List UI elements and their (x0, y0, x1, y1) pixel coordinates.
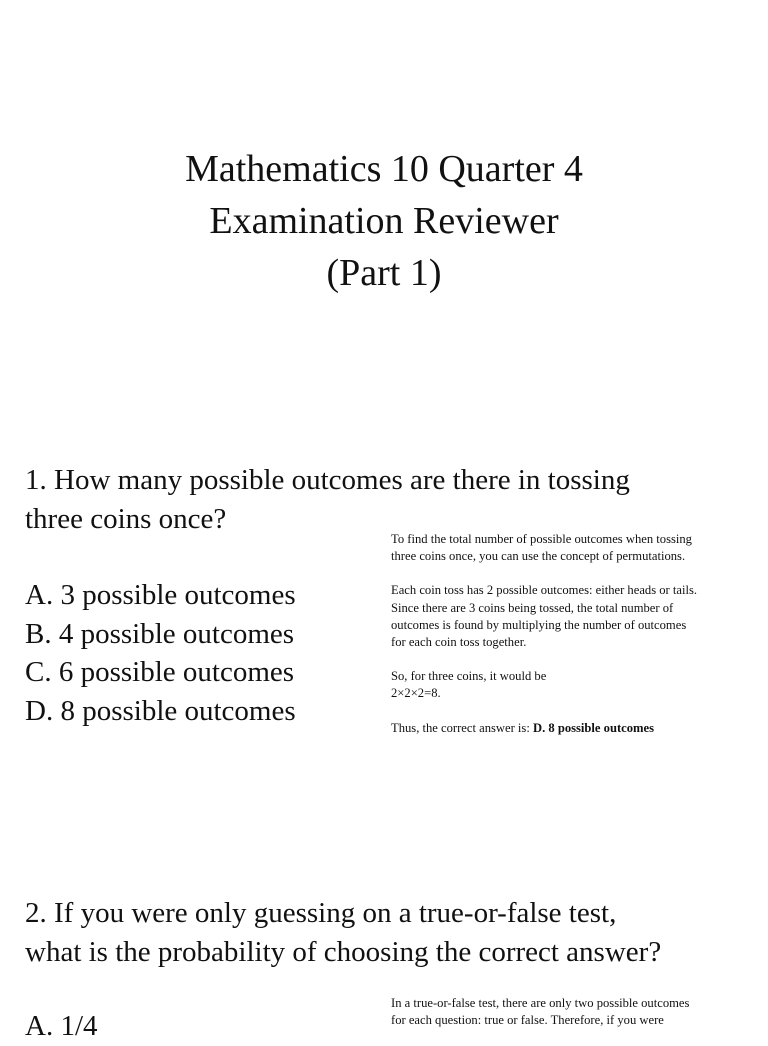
document-title (0, 143, 768, 299)
question-1 (25, 461, 745, 539)
explanation-line: three coins once, you can use the concept of permutations. (391, 549, 686, 564)
question-2-line-1: 2. If you were only guessing on a true-or-false test, (25, 897, 617, 929)
explanation-line: Each coin toss has 2 possible outcomes: either heads or tails. (391, 583, 698, 598)
explanation-line: 2×2×2=8. (391, 686, 441, 701)
choice-a: A. 3 possible outcomes (25, 579, 296, 611)
question-2-choices (25, 1007, 98, 1046)
choice-b: B. 4 possible outcomes (25, 617, 295, 650)
title-line-1: Mathematics 10 Quarter 4 (185, 148, 583, 190)
question-1-explanation (391, 531, 751, 737)
explanation-line: for each coin toss together. (391, 635, 527, 650)
question-2 (25, 894, 745, 972)
question-1-line-1: 1. How many possible outcomes are there in tossing (25, 464, 630, 496)
question-2-line-2: what is the probability of choosing the correct answer? (25, 936, 662, 968)
answer-bold: D. 8 possible outcomes (532, 720, 655, 735)
title-line-3: (Part 1) (326, 252, 442, 294)
paragraph-gap (391, 703, 751, 720)
question-2-explanation (391, 995, 751, 1029)
answer-prefix: Thus, the correct answer is: (391, 720, 533, 735)
question-1-choices (25, 576, 296, 730)
question-1-line-2: three coins once? (25, 503, 227, 535)
title-line-2: Examination Reviewer (209, 200, 559, 242)
paragraph-gap (391, 565, 751, 582)
explanation-line: So, for three coins, it would be (391, 669, 547, 684)
paragraph-gap (391, 651, 751, 668)
explanation-line: outcomes is found by multiplying the number of outcomes (391, 617, 687, 632)
explanation-line: To find the total number of possible outcomes when tossing (391, 532, 692, 546)
explanation-line: In a true-or-false test, there are only two possible outcomes (391, 996, 690, 1010)
explanation-line: Since there are 3 coins being tossed, the total number of (391, 600, 674, 615)
answer-line (391, 720, 751, 737)
choice-a: A. 1/4 (25, 1010, 98, 1042)
choice-c: C. 6 possible outcomes (25, 656, 295, 688)
choice-d: D. 8 possible outcomes (25, 694, 296, 727)
explanation-line: for each question: true or false. Therefore, if you were (391, 1013, 664, 1028)
